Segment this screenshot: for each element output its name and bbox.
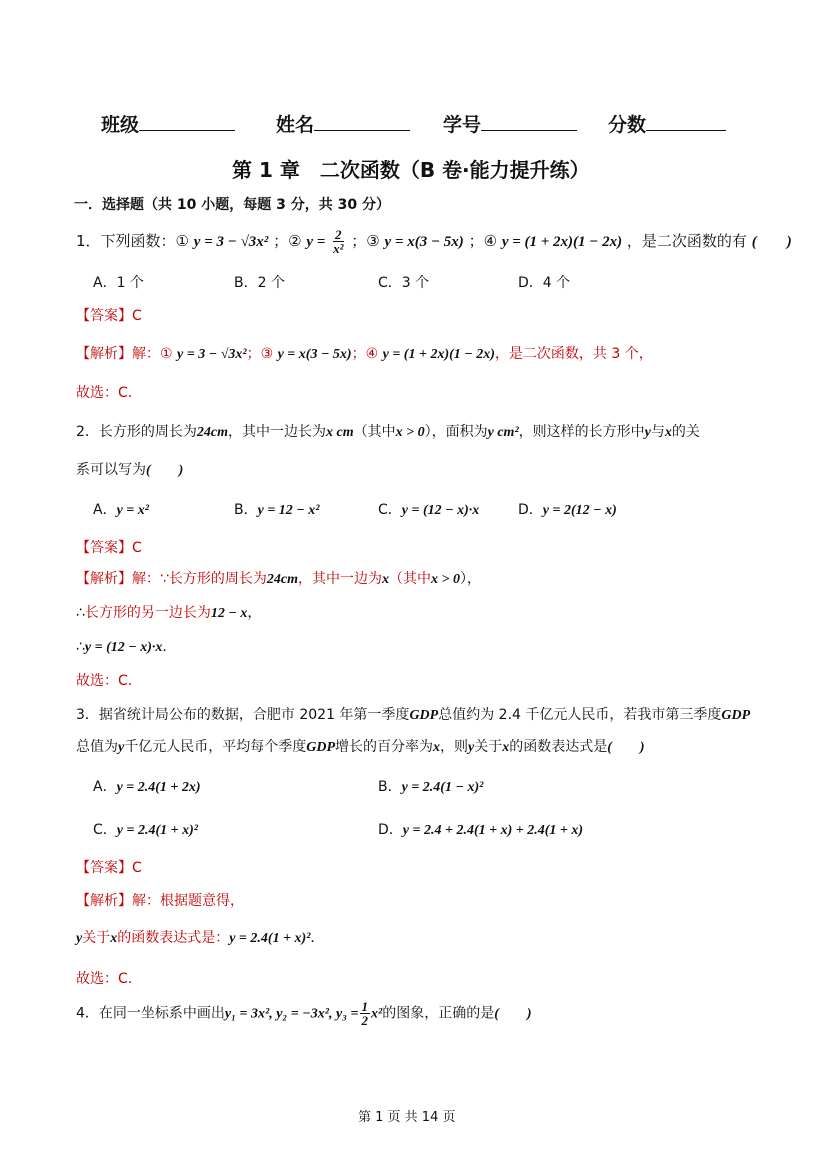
q1-analysis-formula-1: y = 3 − √3x² <box>177 347 247 362</box>
q2-opt-a-formula: y = x² <box>116 503 149 518</box>
q3-math-y: y <box>118 740 125 755</box>
q3-line2-c: 增长的百分率为 <box>335 739 433 755</box>
q2-line2-text: 系可以写为 <box>76 462 146 478</box>
q3-an2-math-x: x <box>110 931 118 946</box>
q2-analysis-line-2 <box>76 602 261 622</box>
q1-analysis-formula-4: y = (1 + 2x)(1 − 2x) <box>382 347 495 362</box>
q2-text-e: ，则这样的长方形中 <box>518 424 645 440</box>
q2-an2-therefore: ∴ <box>76 605 85 621</box>
q2-opt-b-formula: y = 12 − x² <box>257 503 320 518</box>
q2-conclusion: 故选：C． <box>76 673 142 689</box>
name-label: 姓名 <box>276 114 315 136</box>
score-blank[interactable] <box>646 128 726 131</box>
q1-answer-value: C <box>132 308 142 324</box>
q2-opt-c-label: C． <box>378 502 402 518</box>
q3-opt-a-formula: y = 2.4(1 + 2x) <box>116 780 201 795</box>
score-field <box>608 110 726 137</box>
student-id-blank[interactable] <box>481 128 577 131</box>
section-heading: 一．选择题（共 10 小题，每题 3 分，共 30 分） <box>74 197 390 213</box>
q1-option-c: C．3 个 <box>378 275 430 291</box>
q2-analysis-line-3 <box>76 636 176 656</box>
q2-an1-math-1: 24cm <box>266 572 299 587</box>
q2-text-f: 与 <box>650 424 665 440</box>
q3-analysis-line-2 <box>76 927 324 947</box>
q3-an2-period: ． <box>310 930 325 946</box>
q2-text-d: ），面积为 <box>424 424 488 440</box>
q1-f2-numerator: 2 <box>335 227 342 242</box>
q4-formula-tail: x² <box>371 1006 383 1022</box>
q2-stem-line-2 <box>76 459 183 479</box>
q2-opt-c-formula: y = (12 − x)·x <box>401 503 480 518</box>
score-label: 分数 <box>608 114 647 136</box>
q3-math-x: x <box>433 740 440 755</box>
q4-answer-paren: ( ) <box>494 1006 532 1022</box>
name-blank[interactable] <box>314 128 410 131</box>
page-footer: 第 1 页 共 14 页 <box>358 1110 456 1125</box>
q3-opt-d-label: D． <box>378 822 403 838</box>
q1-stem-b: ，是二次函数的有 <box>626 232 747 250</box>
q2-opt-d-formula: y = 2(12 − x) <box>542 503 617 518</box>
q2-an1-a: 解：∵长方形的周长为 <box>132 571 267 587</box>
q3-opt-c-formula: y = 2.4(1 + x)² <box>116 823 198 838</box>
q3-opt-b-formula: y = 2.4(1 − x)² <box>401 780 484 795</box>
q3-line2-b: 千亿元人民币，平均每个季度 <box>124 739 307 755</box>
q3-answer-tag: 【答案】 <box>76 860 132 876</box>
q1-answer-tag: 【答案】 <box>76 308 132 324</box>
q1-formula-1: y = 3 − √3x² <box>193 234 269 250</box>
q3-opt-a-label: A． <box>93 779 117 795</box>
q1-sep-2: ；③ <box>351 232 380 250</box>
q1-f2-denominator: x² <box>333 241 344 256</box>
q3-option-d <box>378 819 583 839</box>
q1-conclusion: 故选：C． <box>76 385 142 401</box>
q1-analysis <box>76 343 653 363</box>
q2-option-c <box>378 499 479 519</box>
q2-answer-value: C <box>132 540 142 556</box>
class-blank[interactable] <box>139 128 235 131</box>
q2-math-2: x cm <box>326 425 354 440</box>
q3-math-x-2: x <box>502 740 510 755</box>
q2-an3-math: y = (12 − x)·x <box>84 640 163 655</box>
q4-stem <box>76 1000 532 1027</box>
q4-stem-b: 的图象，正确的是 <box>382 1005 495 1022</box>
q3-gdp-2: GDP <box>721 708 751 723</box>
q1-formula-2-fraction <box>331 228 345 255</box>
q1-option-d: D．4 个 <box>518 275 571 291</box>
q3-stem-line-2 <box>76 736 645 756</box>
q3-option-c <box>93 819 198 839</box>
q2-math-4: y cm² <box>487 425 519 440</box>
q2-an1-b: ，其中一边为 <box>298 571 383 587</box>
class-label: 班级 <box>101 114 140 136</box>
q1-analysis-formula-3: y = x(3 − 5x) <box>277 347 352 362</box>
q3-gdp-1: GDP <box>409 708 439 723</box>
q1-analysis-c: ；④ <box>351 346 379 362</box>
q3-math-y-2: y <box>468 740 475 755</box>
q3-an2-math-y: y <box>76 931 83 946</box>
q2-an2-math: 12 − x <box>210 606 248 621</box>
q2-text-a: 2．长方形的周长为 <box>76 424 197 440</box>
q1-sep-1: ；② <box>273 232 302 250</box>
q2-answer-paren: ( ) <box>146 463 184 478</box>
q2-an3-period: ． <box>162 639 177 655</box>
q2-an2-comma: ， <box>247 605 262 621</box>
q3-line2-e: 关于 <box>474 739 503 755</box>
q2-an1-d: ）， <box>460 571 482 587</box>
q2-math-1: 24cm <box>196 425 229 440</box>
q2-an1-math-2: x <box>382 572 390 587</box>
q3-conclusion: 故选：C． <box>76 971 142 987</box>
student-id-label: 学号 <box>443 114 482 136</box>
q1-stem-a: 1．下列函数：① <box>76 232 189 250</box>
q3-line2-a: 总值为 <box>76 739 118 755</box>
q1-formula-3: y = x(3 − 5x) <box>384 234 464 250</box>
q2-text-b: ，其中一边长为 <box>228 424 327 440</box>
q3-line2-f: 的函数表达式是 <box>509 739 608 755</box>
q3-option-b <box>378 776 483 796</box>
q4-fraction-numerator: 1 <box>361 999 369 1014</box>
q2-stem-line-1 <box>76 421 700 441</box>
q2-analysis-line-1 <box>76 568 481 588</box>
q1-analysis-a: 解：① <box>132 346 173 362</box>
q2-math-5: y <box>644 425 651 440</box>
q1-answer <box>76 305 142 325</box>
q2-an1-math-3: x > 0 <box>431 572 461 587</box>
q3-text-b: 总值约为 2.4 千亿元人民币，若我市第三季度 <box>438 707 722 723</box>
q3-option-a <box>93 776 201 796</box>
q2-option-a <box>93 499 149 519</box>
q2-opt-a-label: A． <box>93 502 117 518</box>
q3-analysis-line-1 <box>76 890 244 910</box>
q3-an2-text-a: 关于 <box>82 930 111 946</box>
class-field <box>101 110 235 137</box>
q2-answer <box>76 537 142 557</box>
q2-opt-b-label: B． <box>234 502 258 518</box>
q4-fraction-denominator: 2 <box>361 1013 369 1028</box>
q3-answer-value: C <box>132 860 142 876</box>
q2-text-c: （其中 <box>353 424 396 440</box>
q3-text-a: 3．据省统计局公布的数据，合肥市 2021 年第一季度 <box>76 707 410 723</box>
q3-an2-text-b: 的函数表达式是： <box>117 930 230 946</box>
q3-opt-d-formula: y = 2.4 + 2.4(1 + x) + 2.4(1 + x) <box>402 823 584 838</box>
q1-stem <box>76 228 792 255</box>
q2-math-3: x > 0 <box>395 425 425 440</box>
name-field <box>276 110 410 137</box>
q3-answer-paren: ( ) <box>607 740 645 755</box>
q3-analysis-tag: 【解析】 <box>76 893 132 909</box>
q1-analysis-b: ；③ <box>246 346 274 362</box>
q2-an2-text: 长方形的另一边长为 <box>84 605 211 621</box>
q2-answer-tag: 【答案】 <box>76 540 132 556</box>
q1-analysis-tag: 【解析】 <box>76 346 132 362</box>
q2-text-g: 的关 <box>671 424 700 440</box>
q3-opt-c-label: C． <box>93 822 117 838</box>
q1-formula-2-lhs: y = <box>306 234 326 250</box>
q3-stem-line-1 <box>76 704 750 724</box>
q3-gdp-3: GDP <box>306 740 335 755</box>
q4-stem-a: 4．在同一坐标系中画出 <box>76 1005 225 1022</box>
q1-answer-paren: ( ) <box>751 234 792 250</box>
q1-analysis-d: ，是二次函数，共 3 个， <box>494 346 653 362</box>
q1-option-a: A．1 个 <box>93 275 144 291</box>
q3-an2-formula: y = 2.4(1 + x)² <box>229 931 311 946</box>
q1-formula-4: y = (1 + 2x)(1 − 2x) <box>501 234 623 250</box>
q4-fraction <box>360 1000 371 1027</box>
q3-answer <box>76 857 142 877</box>
q2-analysis-tag: 【解析】 <box>76 571 132 587</box>
q1-option-b: B．2 个 <box>234 275 285 291</box>
q2-math-6: x <box>664 425 672 440</box>
q3-opt-b-label: B． <box>378 779 402 795</box>
q2-an3-therefore: ∴ <box>76 639 85 655</box>
q2-an1-c: （其中 <box>389 571 432 587</box>
q1-sep-3: ；④ <box>468 232 498 250</box>
q2-opt-d-label: D． <box>518 502 543 518</box>
q3-analysis-text: 解：根据题意得， <box>132 893 244 909</box>
student-id-field <box>443 110 577 137</box>
q2-option-d <box>518 499 617 519</box>
q4-formula: y₁ = 3x², y₂ = −3x², y₃ = <box>224 1006 359 1022</box>
q2-option-b <box>234 499 319 519</box>
q3-line2-d: ，则 <box>440 739 468 755</box>
page-title: 第 1 章 二次函数（B 卷·能力提升练） <box>232 158 590 182</box>
